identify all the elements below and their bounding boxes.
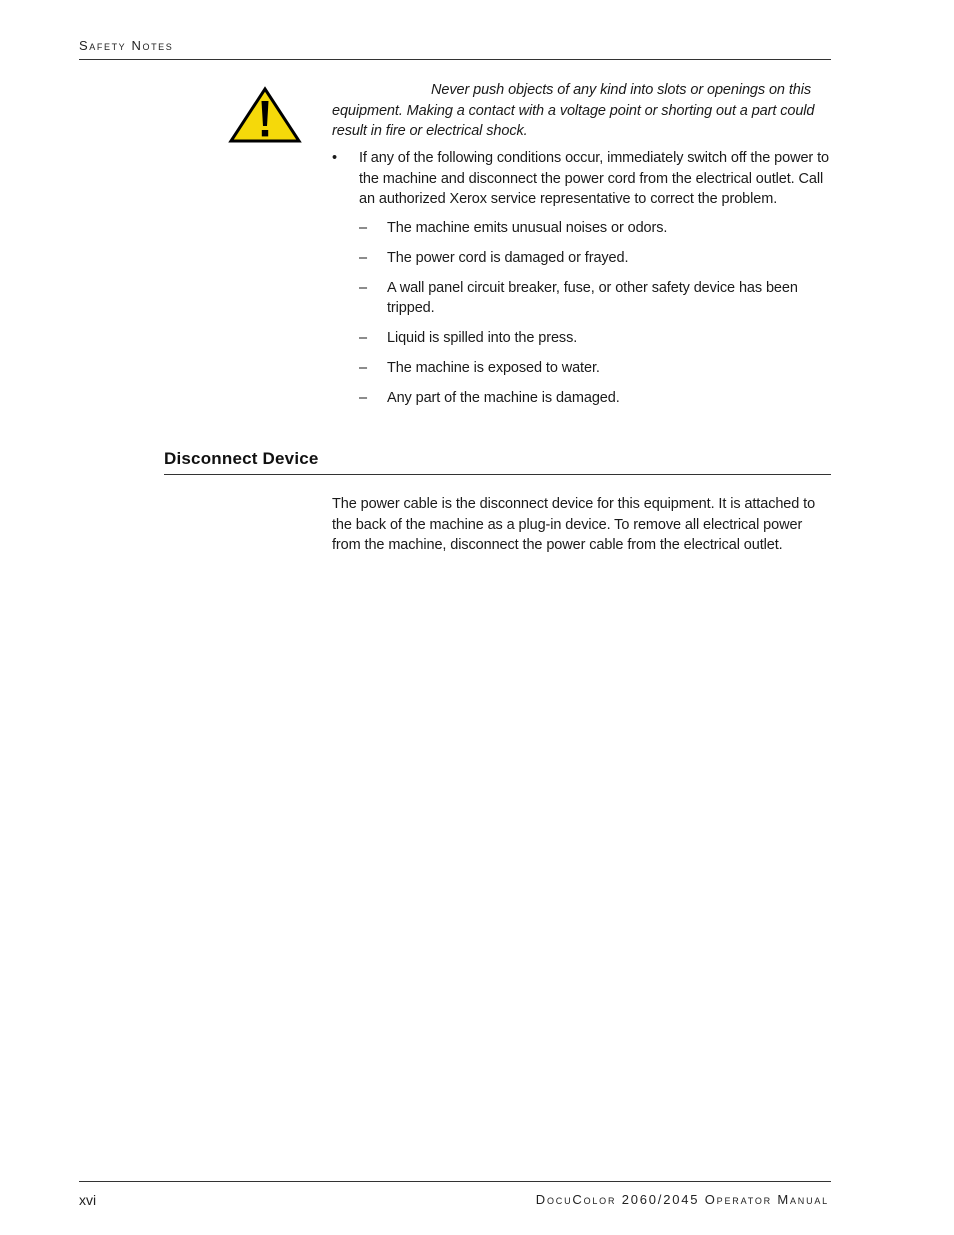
list-item: [359, 388, 832, 409]
header-rule: [79, 59, 831, 60]
list-item-text: The power cord is damaged or frayed.: [387, 249, 629, 266]
dash-mark: –: [359, 279, 367, 296]
list-item: [359, 218, 832, 239]
dash-mark: –: [359, 330, 367, 346]
conditions-list: [332, 218, 832, 409]
list-item-text: The machine emits unusual noises or odors.: [387, 219, 668, 236]
running-head: Safety Notes: [79, 38, 174, 53]
warning-text: Never push objects of any kind into slots or openings on this equipment. Making a contact with a voltage point or shorting out a part could result in fire or electrical shock.: [332, 82, 815, 139]
section-rule: [164, 474, 831, 475]
list-item-text: The machine is exposed to water.: [387, 360, 600, 376]
dash-mark: –: [359, 390, 367, 406]
list-item-text: A wall panel circuit breaker, fuse, or other safety device has been tripped.: [387, 279, 798, 316]
section-heading: Disconnect Device: [164, 449, 319, 468]
dash-mark: –: [359, 360, 367, 376]
conditions-bullet: [332, 148, 832, 418]
section-body: The power cable is the disconnect device for this equipment. It is attached to the back of the machine as a plug-in device. To remove all electrical power from the machine, disconnect the power cable from the electrical outlet.: [332, 496, 816, 553]
list-item: [359, 358, 832, 379]
list-item-text: Any part of the machine is damaged.: [387, 390, 620, 406]
list-item-text: Liquid is spilled into the press.: [387, 330, 578, 346]
manual-title: DocuColor 2060/2045 Operator Manual: [535, 1192, 829, 1207]
dash-mark: –: [359, 219, 367, 236]
bullet-item: [332, 148, 832, 210]
footer-rule: [79, 1181, 831, 1182]
bullet-text: If any of the following conditions occur, immediately switch off the power to the machine and disconnect the power cord from the electrical outlet. Call an authorized Xerox service representative to correct the problem.: [359, 150, 829, 207]
list-item: [359, 248, 832, 269]
warning-triangle-icon: [228, 86, 302, 144]
bullet-mark: •: [332, 150, 337, 166]
list-item: [359, 278, 832, 319]
page-number: xvi: [79, 1192, 97, 1208]
list-item: [359, 328, 832, 349]
dash-mark: –: [359, 249, 367, 266]
